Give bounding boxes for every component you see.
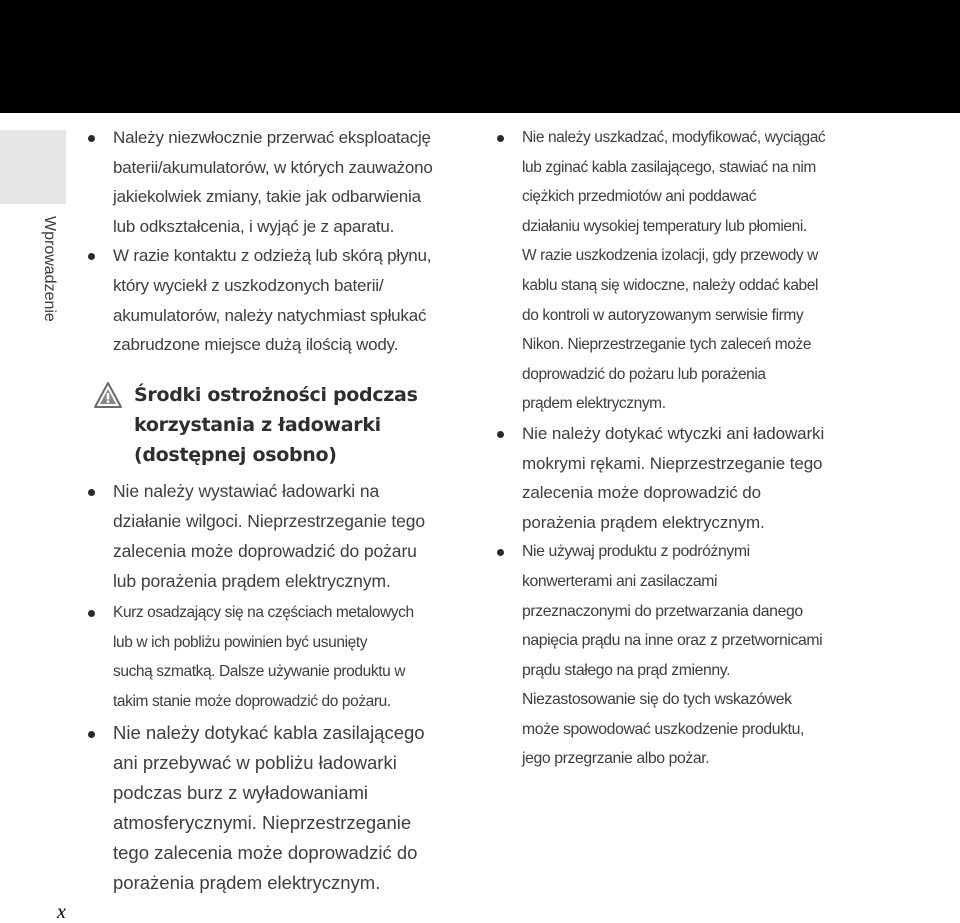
list-item — [88, 241, 468, 359]
bullet-icon — [88, 731, 95, 738]
bullet-icon — [497, 135, 504, 142]
bullet-icon — [88, 135, 95, 142]
bullet-icon — [497, 431, 504, 438]
page-number: x — [57, 901, 66, 923]
section-label: Wprowadzenie — [41, 216, 58, 322]
list-item-text: Nie używaj produktu z podróżnymi konwerterami ani zasilaczami przeznaczonymi do przetwarzania danego napięcia prądu na inne oraz z przetwornicami prądu stałego na prąd zmienny. Niezastosowanie się do tych wskazówek może spowodować uszkodzenie produktu, jego przegrzanie albo pożar. — [522, 543, 823, 768]
list-item — [88, 718, 468, 898]
left-column — [88, 123, 468, 898]
bullet-icon — [88, 610, 95, 617]
list-item — [88, 123, 468, 241]
list-item — [497, 123, 937, 419]
list-item-text: Nie należy uszkadzać, modyfikować, wyciągać lub zginać kabla zasilającego, stawiać na nim ciężkich przedmiotów ani poddawać działaniu wysokiej temperatury lub płomieni. W razie uszkodzenia izolacji, gdy przewody w kablu staną się widoczne, należy oddać kabel do kontroli w autoryzowanym serwisie firmy Nikon. Nieprzestrzeganie tych zaleceń może doprowadzić do pożaru lub porażenia prądem elektrycznym. — [522, 129, 826, 413]
list-item-text: Kurz osadzający się na częściach metalowych lub w ich pobliżu powinien być usunięty suchą szmatką. Dalsze używanie produktu w takim stanie może doprowadzić do pożaru. — [113, 603, 414, 711]
list-item — [497, 537, 937, 774]
caution-heading: Środki ostrożności podczas korzystania z ładowarki (dostępnej osobno) — [134, 383, 418, 466]
list-item-text: Należy niezwłocznie przerwać eksploatację baterii/akumulatorów, w których zauważono jakiekolwiek zmiany, takie jak odbarwienia lub odkształcenia, i wyjąć je z aparatu. — [113, 128, 433, 236]
list-item-text: Nie należy dotykać kabla zasilającego ani przebywać w pobliżu ładowarki podczas burz z wyładowaniami atmosferycznymi. Nieprzestrzeganie tego zalecenia może doprowadzić do porażenia prądem elektrycznym. — [113, 721, 425, 893]
list-item-text: W razie kontaktu z odzieżą lub skórą płynu, który wyciekł z uszkodzonych baterii/ akumulatorów, należy natychmiast spłukać zabrudzone miejsce dużą ilością wody. — [113, 246, 432, 355]
bullet-icon — [88, 253, 95, 260]
right-column — [497, 123, 937, 774]
warning-triangle-icon — [94, 382, 122, 408]
list-item-text: Nie należy dotykać wtyczki ani ładowarki mokrymi rękami. Nieprzestrzeganie tego zalecenia może doprowadzić do porażenia prądem elektrycznym. — [522, 423, 825, 532]
top-black-bar — [0, 0, 960, 113]
list-item — [88, 476, 468, 596]
bullet-icon — [88, 489, 95, 496]
caution-section — [88, 380, 468, 470]
bullet-icon — [497, 549, 504, 556]
list-item — [497, 419, 937, 537]
list-item-text: Nie należy wystawiać ładowarki na działanie wilgoci. Nieprzestrzeganie tego zalecenia może doprowadzić do pożaru lub porażenia prądem elektrycznym. — [113, 480, 426, 591]
section-tab — [0, 130, 66, 204]
list-item — [88, 598, 468, 717]
